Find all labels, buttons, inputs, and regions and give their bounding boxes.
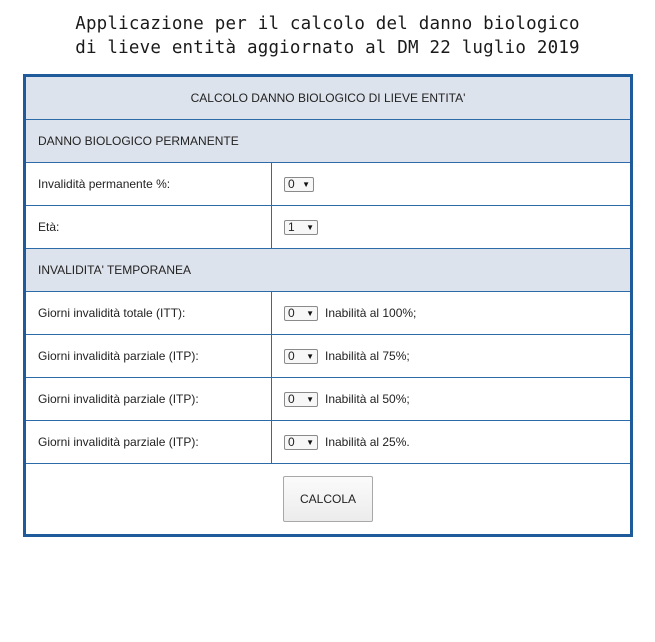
section-permanent (26, 120, 630, 163)
invalidity-value-cell (272, 163, 630, 205)
itp-50-row (26, 378, 630, 421)
age-row (26, 206, 630, 249)
itp-75-value-cell (272, 335, 630, 377)
chevron-down-icon: ▼ (306, 437, 314, 447)
invalidity-label: Invalidità permanente %: (26, 163, 272, 205)
invalidity-select-value: 0 (288, 176, 295, 191)
itp-50-label: Giorni invalidità parziale (ITP): (26, 378, 272, 420)
itp-25-row (26, 421, 630, 464)
calculate-button[interactable]: CALCOLA (283, 476, 373, 522)
page-title-line-1: Applicazione per il calcolo del danno biologico (75, 14, 580, 34)
itt-days-value: 0 (288, 305, 295, 320)
page-title-line-2: di lieve entità aggiornato al DM 22 luglio 2019 (75, 38, 580, 58)
invalidity-row (26, 163, 630, 206)
chevron-down-icon: ▼ (306, 308, 314, 318)
itp-75-note: Inabilità al 75%; (325, 349, 410, 363)
section-permanent-label: DANNO BIOLOGICO PERMANENTE (38, 134, 239, 148)
page-title (0, 12, 655, 60)
form-header (26, 77, 630, 120)
age-value-cell (272, 206, 630, 248)
itp-75-days-value: 0 (288, 348, 295, 363)
itp-50-value-cell (272, 378, 630, 420)
itt-label: Giorni invalidità totale (ITT): (26, 292, 272, 334)
itp-75-row (26, 335, 630, 378)
itt-note: Inabilità al 100%; (325, 306, 417, 320)
itt-days-select[interactable] (284, 306, 318, 321)
chevron-down-icon: ▼ (306, 222, 314, 232)
age-label: Età: (26, 206, 272, 248)
itp-25-label: Giorni invalidità parziale (ITP): (26, 421, 272, 463)
invalidity-select[interactable] (284, 177, 314, 192)
itp-50-note: Inabilità al 50%; (325, 392, 410, 406)
itp-75-label: Giorni invalidità parziale (ITP): (26, 335, 272, 377)
section-temporary-label: INVALIDITA' TEMPORANEA (38, 263, 191, 277)
itp-25-note: Inabilità al 25%. (325, 435, 410, 449)
itp-50-days-value: 0 (288, 391, 295, 406)
age-select[interactable] (284, 220, 318, 235)
chevron-down-icon: ▼ (302, 179, 310, 189)
itp-25-value-cell (272, 421, 630, 463)
itp-50-days-select[interactable] (284, 392, 318, 407)
section-temporary (26, 249, 630, 292)
itp-25-days-value: 0 (288, 434, 295, 449)
chevron-down-icon: ▼ (306, 351, 314, 361)
chevron-down-icon: ▼ (306, 394, 314, 404)
itp-25-days-select[interactable] (284, 435, 318, 450)
itt-row (26, 292, 630, 335)
itt-value-cell (272, 292, 630, 334)
itp-75-days-select[interactable] (284, 349, 318, 364)
calculation-form (23, 74, 633, 537)
form-footer (26, 464, 630, 534)
age-select-value: 1 (288, 219, 295, 234)
form-header-label: CALCOLO DANNO BIOLOGICO DI LIEVE ENTITA' (190, 91, 466, 105)
